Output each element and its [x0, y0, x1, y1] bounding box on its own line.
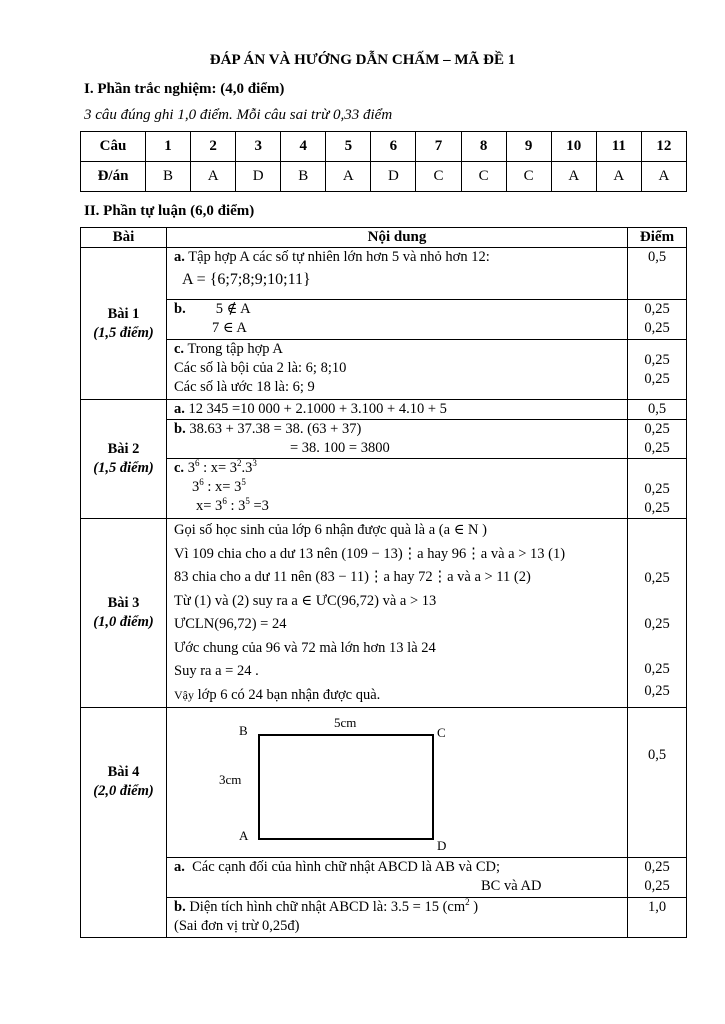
bai1-c-line3: Các số là ước 18 là: 6; 9: [174, 379, 315, 395]
section1-heading: I. Phần trắc nghiệm: (4,0 điểm): [84, 81, 285, 97]
question-number: 10: [551, 132, 596, 162]
bai1-c-line2: Các số là bội của 2 là: 6; 8;10: [174, 360, 347, 376]
bai4-name: Bài 4: [107, 763, 140, 780]
bai4-b-points: 1,0: [628, 898, 687, 938]
bai3-pts1: 0,25: [644, 570, 670, 586]
bai1-c-label: c.: [174, 341, 185, 357]
bai3-pts2: 0,25: [644, 616, 670, 632]
table-row: [81, 898, 687, 938]
bai1-b-content: [167, 300, 628, 340]
bai1-c-content: [167, 340, 628, 400]
bai3-line8: lớp 6 có 24 bạn nhận được quà.: [197, 686, 381, 703]
table-row: [81, 519, 687, 708]
bai4-b-line1-end: ): [469, 899, 479, 915]
answer-row: [81, 162, 687, 192]
question-number: 8: [461, 132, 506, 162]
bai3-pts3: 0,25: [644, 661, 670, 677]
table-row: [81, 340, 687, 400]
bai1-a-set: A = {6;7;8;9;10;11}: [182, 271, 311, 288]
bai2-a-label: a.: [174, 401, 185, 417]
bai3-name: Bài 3: [107, 595, 140, 611]
table-row: [81, 248, 687, 300]
question-number: 4: [281, 132, 326, 162]
answer-value: D: [371, 162, 416, 192]
bai4-a-line1: Các cạnh đối của hình chữ nhật ABCD là AB và CD;: [192, 859, 501, 875]
bai2-a-points: 0,5: [628, 400, 687, 420]
bai4-a-content: [167, 858, 628, 898]
section1-note: 3 câu đúng ghi 1,0 điểm. Mỗi câu sai trừ 0,33 điểm: [84, 107, 393, 123]
bai3-line8-prefix: Vậy: [174, 687, 194, 702]
bai1-b-pts1: 0,25: [644, 301, 670, 317]
bai1-b-label: b.: [174, 301, 186, 317]
question-number: 11: [596, 132, 641, 162]
page-title: ĐÁP ÁN VÀ HƯỚNG DẪN CHẤM – MÃ ĐỀ 1: [209, 52, 516, 68]
bai3-cell: [81, 519, 167, 708]
bai2-name: Bài 2: [107, 441, 140, 457]
answer-value: B: [146, 162, 191, 192]
bai1-b-pts2: 0,25: [644, 320, 670, 336]
answer-value: C: [461, 162, 506, 192]
bai2-cell: [81, 400, 167, 519]
table-row: [81, 420, 687, 459]
bai4-b-label: b.: [174, 899, 186, 915]
bai2-c-pts1: 0,25: [644, 481, 670, 497]
vertex-b-label: B: [239, 723, 248, 738]
section2-heading: II. Phần tự luận (6,0 điểm): [84, 203, 255, 219]
question-row: [81, 132, 687, 162]
bai2-c-label: c.: [174, 460, 185, 476]
bai1-a-text: Tập hợp A các số tự nhiên lớn hơn 5 và nhỏ hơn 12:: [188, 249, 490, 265]
table-row: [81, 300, 687, 340]
bai2-b-pts2: 0,25: [644, 440, 670, 456]
bai4-points: (2,0 điểm): [93, 782, 154, 799]
table-row: [81, 858, 687, 898]
question-number: 3: [236, 132, 281, 162]
answer-value: B: [281, 162, 326, 192]
rectangle-abcd: [258, 734, 434, 840]
bai4-figure-cell: [167, 708, 628, 858]
col-bai-header: Bài: [81, 228, 167, 248]
bai4-fig-pts: 0,5: [647, 747, 667, 763]
bai1-name: Bài 1: [107, 305, 140, 322]
bai3-points-cell: [628, 519, 687, 708]
bai3-line2: Vì 109 chia cho a dư 13 nên (109 − 13)⋮a hay 96⋮a và a > 13 (1): [174, 545, 566, 562]
bai2-points: (1,5 điểm): [93, 460, 154, 476]
answer-value: C: [506, 162, 551, 192]
bai3-pts4: 0,25: [644, 683, 670, 699]
bai1-points: (1,5 điểm): [93, 324, 154, 341]
bai4-b-content: b. Diện tích hình chữ nhật ABCD là: 3.5 = 15 ($cm^2$ ) (Sai đơn vị trừ 0,25đ): [167, 898, 628, 938]
bai2-b-pts1: 0,25: [644, 421, 670, 437]
bai2-a-text: 12 345 =10 000 + 2.1000 + 3.100 + 4.10 + 5: [188, 401, 447, 417]
answer-value: A: [191, 162, 236, 192]
answer-value: D: [236, 162, 281, 192]
question-number: 5: [326, 132, 371, 162]
question-header: Câu: [81, 132, 146, 162]
bai4-a-pts2: 0,25: [644, 878, 670, 894]
question-number: 12: [641, 132, 686, 162]
bai3-points: (1,0 điểm): [93, 614, 154, 630]
bai1-c-pts1: 0,25: [644, 351, 670, 368]
bai1-b-line1: 5 ∉ A: [215, 301, 251, 317]
answer-value: C: [416, 162, 461, 192]
col-points-header: Điểm: [628, 228, 687, 248]
bai4-a-pts1: 0,25: [644, 859, 670, 875]
bai1-c-line1: Trong tập hợp A: [187, 341, 283, 357]
bai3-line7: Suy ra a = 24 .: [174, 663, 259, 679]
table-row: [81, 400, 687, 420]
rectangle-figure: [167, 708, 627, 856]
question-number: 2: [191, 132, 236, 162]
bai4-a-points: [628, 858, 687, 898]
bai4-figure-points: [628, 708, 687, 858]
question-number: 7: [416, 132, 461, 162]
vertex-a-label: A: [239, 828, 249, 843]
bai1-a-label: a.: [174, 249, 185, 265]
bai3-content: [167, 519, 628, 708]
answer-value: A: [641, 162, 686, 192]
table-row: [81, 708, 687, 858]
bai1-a-points: 0,5: [628, 248, 687, 300]
question-number: 1: [146, 132, 191, 162]
answer-table: [80, 131, 687, 192]
bai2-b-content: [167, 420, 628, 459]
top-length-label: 5cm: [334, 715, 357, 730]
answer-header: Đ/án: [81, 162, 146, 192]
bai1-c-points: [628, 340, 687, 400]
bai4-a-line2: BC và AD: [481, 878, 542, 894]
bai4-cell: [81, 708, 167, 938]
bai1-a-content: [167, 248, 628, 300]
col-content-header: Nội dung: [167, 228, 628, 248]
bai2-b-label: b.: [174, 421, 186, 437]
bai3-line3: 83 chia cho a dư 11 nên (83 − 11)⋮a hay 72⋮a và a > 11 (2): [174, 569, 531, 585]
answer-value: A: [596, 162, 641, 192]
vertex-c-label: C: [437, 725, 446, 740]
bai1-cell: [81, 248, 167, 400]
bai1-c-pts2: 0,25: [644, 370, 670, 387]
bai1-b-line2: 7 ∈ A: [212, 320, 247, 336]
bai3-line1: Gọi số học sinh của lớp 6 nhận được quà là a (a ∈ N ): [174, 522, 487, 538]
bai2-b-line1: 38.63 + 37.38 = 38. (63 + 37): [189, 421, 362, 437]
answer-value: A: [326, 162, 371, 192]
bai1-b-points: [628, 300, 687, 340]
bai2-c-content: c. $3^6$ : $x= 3^2.3^3$ $3^6$ : $x= 3^5$ $x= 3^6$ : $3^5 =3$: [167, 459, 628, 519]
essay-header-row: [81, 228, 687, 248]
answer-value: A: [551, 162, 596, 192]
bai4-a-label: a.: [174, 859, 185, 875]
side-length-label: 3cm: [219, 772, 242, 787]
bai2-c-points: [628, 459, 687, 519]
bai4-b-line2: (Sai đơn vị trừ 0,25đ): [174, 918, 300, 934]
table-row: [81, 459, 687, 519]
bai3-line6: Ước chung của 96 và 72 mà lớn hơn 13 là 24: [174, 639, 436, 656]
bai2-b-points: [628, 420, 687, 459]
question-number: 6: [371, 132, 416, 162]
bai3-line5: ƯCLN(96,72) = 24: [174, 616, 287, 632]
bai2-b-line2: = 38. 100 = 3800: [290, 440, 390, 456]
question-number: 9: [506, 132, 551, 162]
essay-table: [80, 227, 687, 938]
bai2-a-content: [167, 400, 628, 420]
vertex-d-label: D: [437, 838, 447, 853]
bai3-line4: Từ (1) và (2) suy ra a ∈ ƯC(96,72) và a > 13: [174, 592, 437, 609]
bai2-c-pts2: 0,25: [644, 500, 670, 516]
bai4-b-line1: Diện tích hình chữ nhật ABCD là: 3.5 = 15 (cm: [189, 899, 466, 915]
